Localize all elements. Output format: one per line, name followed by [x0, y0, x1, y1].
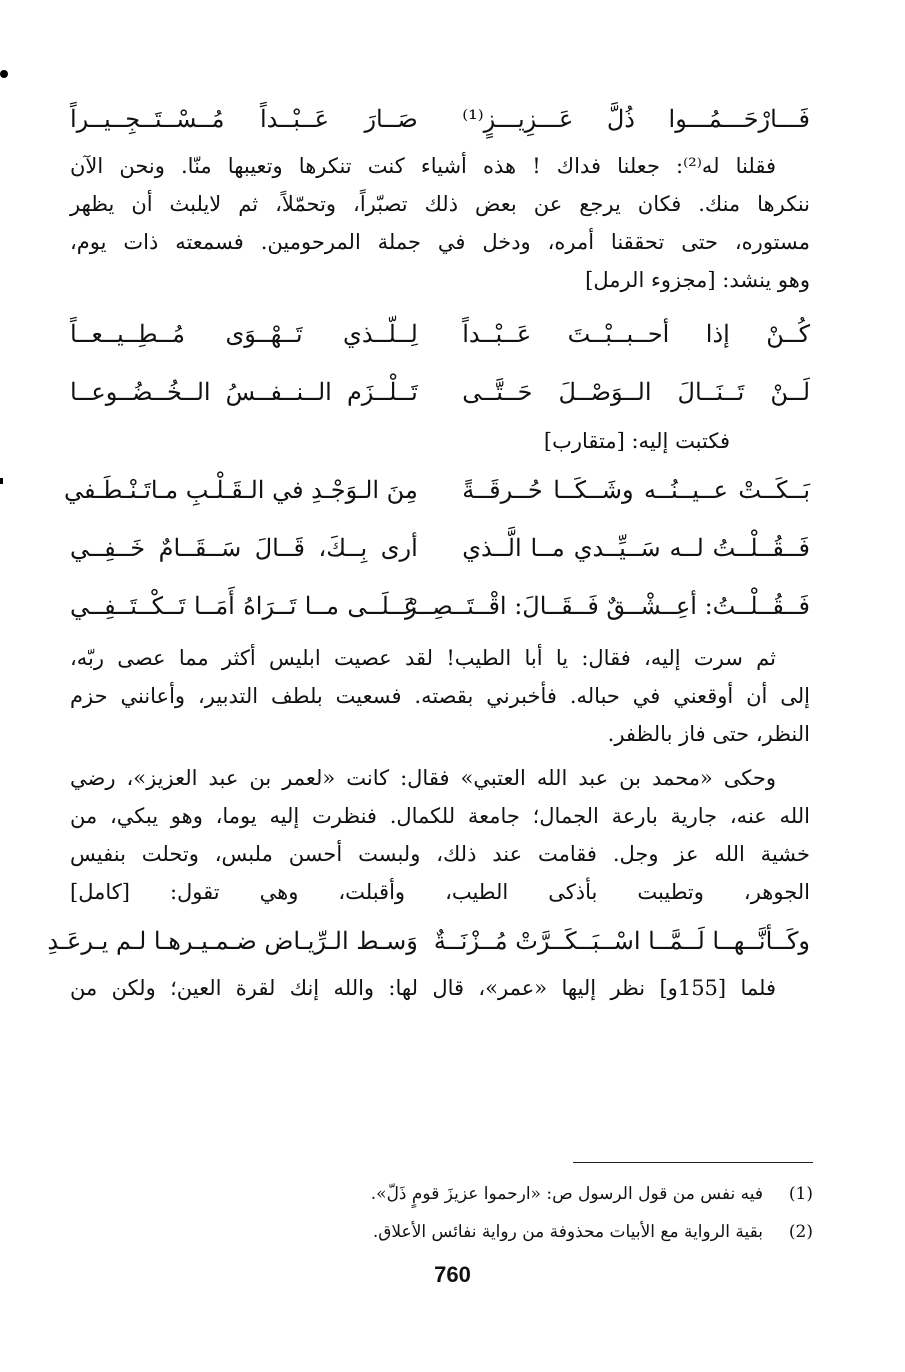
hemistich-right: كُــنْ إذا أحــبــبْــتَ عَــبْــداً [462, 320, 810, 348]
prose-line: فلما [155و] نظر إليها «عمر»، قال لها: والله إنك لقرة العين؛ ولكن من [70, 976, 776, 1000]
verse-line [70, 519, 810, 577]
hemistich-right: فَــقُــلْــتُ لــه سَــيِّــدي مــا الَّــذي [462, 534, 810, 562]
prose-line: إلى أن أوقعني في حباله. فأخبرني بقصته. فسعيت بلطف التدبير، وأعانني حزم [70, 684, 810, 708]
prose-line: الله عنه، جارية بارعة الجمال؛ جامعة للكمال. فنظرت إليه يوما، وهو يبكي، من [70, 804, 810, 828]
hemistich-left: تَــلْــزَم الــنــفــسُ الــخُــضُــوعــا [70, 378, 418, 406]
footnote-divider [573, 1162, 813, 1163]
footnote-text: فيه نفس من قول الرسول ص: «ارحموا عزيزَ قومٍ ذَلّ». [370, 1184, 763, 1204]
verse-line [47, 917, 810, 965]
page-body [47, 95, 810, 1013]
paragraph-2 [70, 639, 810, 753]
footnote [120, 1213, 813, 1251]
footnote-number: (1) [788, 1184, 813, 1204]
paragraph-1 [70, 147, 810, 299]
verse-line [70, 305, 810, 363]
scan-mark-2 [0, 478, 3, 484]
scan-mark [0, 70, 8, 78]
footnote-number: (2) [788, 1222, 813, 1242]
prose-line: وهو ينشد: [مجزوء الرمل] [585, 268, 810, 292]
page-number: 760 [434, 1262, 471, 1287]
paragraph-4 [70, 969, 810, 1007]
prose-line: ثم سرت إليه، فقال: يا أبا الطيب! لقد عصيت ابليس أكثر مما عصى ربّه، [70, 646, 776, 670]
prose-line: الجوهر، وتطيبت بأذكى الطيب، وأقبلت، وهي تقول: [كامل] [70, 880, 810, 904]
prose-line: خشية الله عز وجل. فقامت عند ذلك، ولبست أحسن ملبس، وتحلت بنفيس [70, 842, 810, 866]
hemistich-left: أرى بِــكَ، قَــالَ سَــقَــامٌ خَــفِــي [70, 534, 418, 562]
hemistich-right: بَــكَــتْ عــيــنُــه وشَــكَــا حُــرقَــةً [462, 476, 810, 504]
hemistich-left: وَسـط الـرِّيـاض ضـمـيـرهـا لـم يـرعَـدِ [47, 927, 418, 955]
verse-line [70, 363, 810, 421]
footnotes [120, 1175, 813, 1251]
prose-line: فقلنا له⁽²⁾: جعلنا فداك ! هذه أشياء كنت تنكرها وتعيبها منّا. ونحن الآن [70, 154, 777, 178]
verse-line [70, 95, 810, 143]
hemistich-left: مِنَ الـوَجْـدِ في الـقَـلْـبِ مـاتَـنْـطَـفي [64, 476, 418, 504]
hemistich-left: عَــلَــى مــا تَــرَاهُ أَمَــا تَــكْــتَــفِــي [70, 592, 418, 620]
prose-line: مستوره، حتى تحققنا أمره، ودخل في جملة المرحومين. فسمعته ذات يوم، [70, 230, 810, 254]
footnote-text: بقية الرواية مع الأبيات محذوفة من رواية نفائس الأعلاق. [372, 1222, 763, 1242]
meter-label: فكتبت إليه: [متقارب] [543, 429, 730, 453]
verse-line [70, 577, 810, 635]
hemistich-left: صَــارَ عَــبْــداً مُــسْــتَــجِــيــراً [70, 105, 418, 133]
paragraph-3 [70, 759, 810, 911]
footnote [120, 1175, 813, 1213]
prose-line: وحكى «محمد بن عبد الله العتبي» فقال: كانت «لعمر بن عبد العزيز»، رضي [70, 766, 776, 790]
hemistich-right: فَــقُــلْــتُ: أعِــشْــقٌ فَــقَــالَ: اقْــتَــصِــرْ [404, 592, 810, 620]
verse-line [64, 461, 810, 519]
prose-line: ننكرها منك. فكان يرجع عن بعض ذلك تصبّراً، وتحمّلاً، ثم لايلبث أن يظهر [70, 192, 810, 216]
hemistich-right: وكَــأنَّــهــا لَــمَّــا اسْــبَــكَــرَّتْ مُــزْنَــةٌ [433, 927, 810, 955]
prose-line: النظر، حتى فاز بالظفر. [607, 722, 810, 746]
hemistich-right: فَـــارْحَـــمُـــوا ذُلَّ عَـــزِيـــزٍ⁽¹⁾ [462, 105, 810, 133]
hemistich-left: لِــلّــذي تَــهْــوَى مُــطِــيــعــاً [70, 320, 418, 348]
hemistich-right: لَــنْ تَــنَــالَ الــوَصْــلَ حَــتَّــى [462, 378, 810, 406]
